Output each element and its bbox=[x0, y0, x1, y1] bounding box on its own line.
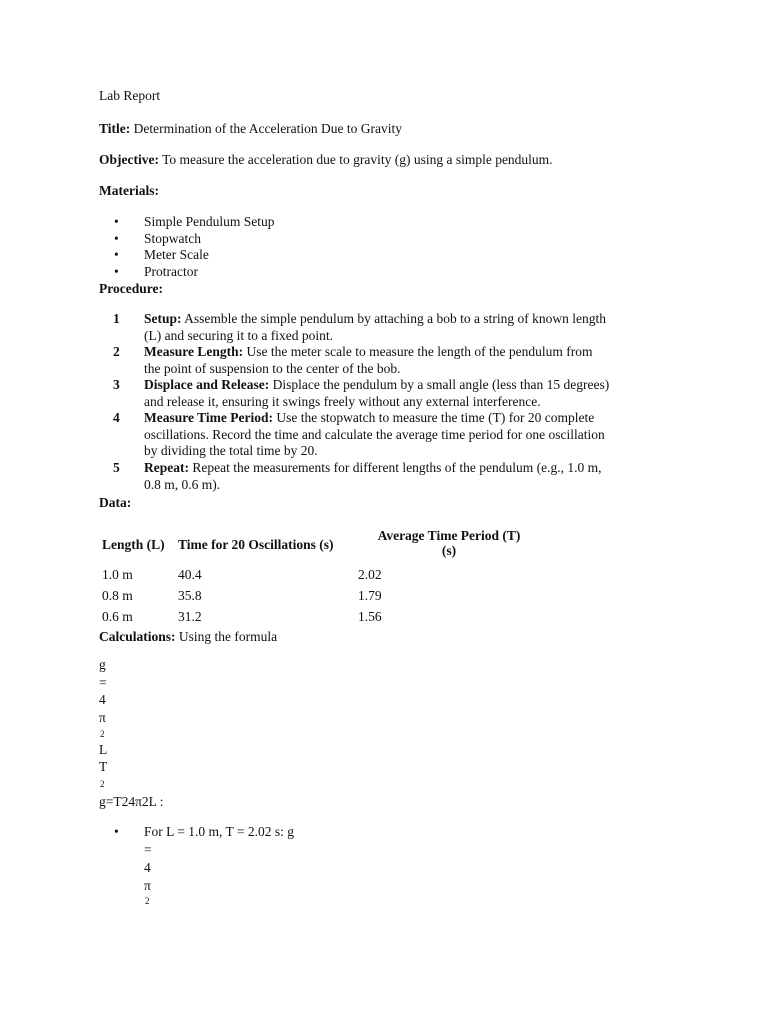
materials-list bbox=[99, 214, 499, 284]
calculations-text: Using the formula bbox=[178, 629, 278, 644]
data-table bbox=[99, 526, 559, 626]
procedure-list: 1 Setup: Assemble the simple pendulum by attaching a bob to a string of known length (L) and securing it to a fixed point. 2 Measure Length: Use the meter scale to measure the length of the pendulum from the point of suspension to the center of the bob. 3 Displace and Release: Displace the pendulum by a small angle (less than 15 degrees) and release it, ensuring it swings freely without any external interference. 4 Measure Time Period: Use the stopwatch to measure the time (T) for 20 complete oscillations. Record the time and calculate the average time period for one oscillation by dividing the total time by 20. 5 Repeat: Repeat the measurements for different lengths of the pendulum (e.g., 1.0 m, 0.8 m, 0.6 m). bbox=[113, 311, 610, 492]
materials-heading: Materials: bbox=[99, 183, 159, 198]
objective-label: Objective: bbox=[99, 152, 159, 167]
report-header: Lab Report bbox=[99, 88, 161, 103]
material-item-text: Stopwatch bbox=[144, 230, 201, 246]
table-cell: 0.8 m bbox=[102, 588, 133, 603]
step-label: Measure Time Period: bbox=[144, 410, 273, 425]
table-cell: 2.02 bbox=[358, 567, 382, 582]
step-label: Measure Length: bbox=[144, 344, 244, 359]
table-cell: 31.2 bbox=[178, 609, 202, 624]
table-header-period: Average Time Period (T) (s) bbox=[377, 528, 521, 558]
bullet-icon: • bbox=[114, 230, 119, 246]
title-label: Title: bbox=[99, 121, 131, 136]
calculations-label: Calculations: bbox=[99, 629, 176, 644]
table-cell: 1.56 bbox=[358, 609, 382, 624]
material-item-text: Simple Pendulum Setup bbox=[144, 214, 275, 229]
step-number: 1 bbox=[113, 311, 120, 326]
bullet-icon: • bbox=[114, 214, 119, 229]
step-number: 5 bbox=[113, 460, 120, 475]
table-cell: 35.8 bbox=[178, 588, 202, 603]
material-item-text: Meter Scale bbox=[144, 247, 209, 262]
procedure-heading: Procedure: bbox=[99, 281, 163, 296]
formula-stack: g = 4 π 2 L T 2 bbox=[99, 657, 108, 789]
table-cell: 40.4 bbox=[178, 567, 202, 582]
table-cell: 1.0 m bbox=[102, 567, 133, 582]
table-cell: 1.79 bbox=[358, 588, 382, 603]
calculations-line bbox=[99, 629, 277, 646]
title-line bbox=[99, 121, 402, 138]
material-item-text: Protractor bbox=[144, 263, 198, 279]
title-text: Determination of the Acceleration Due to Gravity bbox=[133, 121, 403, 136]
example-formula-stack: = 4 π 2 bbox=[144, 842, 152, 906]
step-number: 2 bbox=[113, 344, 120, 359]
step-number: 4 bbox=[113, 410, 120, 425]
table-header-length: Length (L) bbox=[102, 537, 165, 552]
formula-inline: g=T24π2L : bbox=[99, 794, 164, 809]
objective-text: To measure the acceleration due to gravity (g) using a simple pendulum. bbox=[162, 152, 553, 167]
table-header-time: Time for 20 Oscillations (s) bbox=[178, 537, 334, 552]
objective-line bbox=[99, 152, 553, 169]
bullet-icon: • bbox=[114, 263, 119, 279]
step-label: Displace and Release: bbox=[144, 377, 270, 392]
table-cell: 0.6 m bbox=[102, 609, 133, 624]
step-number: 3 bbox=[113, 377, 120, 392]
bullet-icon: • bbox=[114, 247, 119, 262]
step-label: Setup: bbox=[144, 311, 182, 326]
step-label: Repeat: bbox=[144, 460, 189, 475]
example-text: For L = 1.0 m, T = 2.02 s: g bbox=[144, 824, 294, 839]
data-heading: Data: bbox=[99, 495, 132, 510]
bullet-icon: • bbox=[114, 824, 119, 839]
